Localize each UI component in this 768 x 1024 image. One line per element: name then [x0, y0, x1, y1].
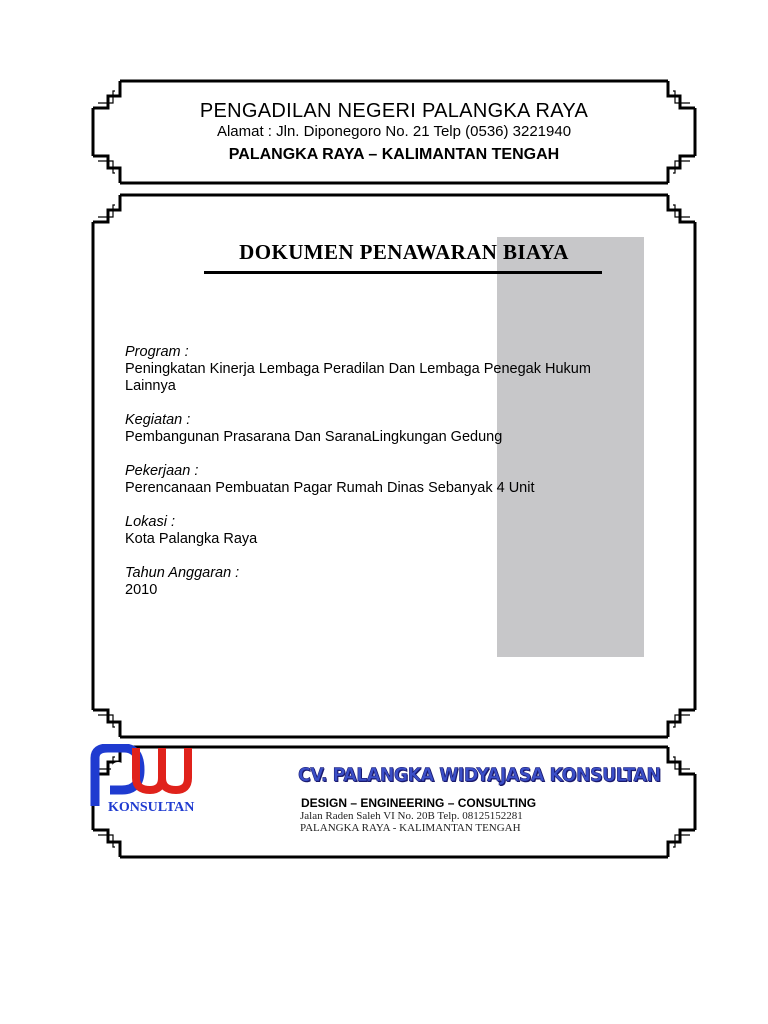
court-city: PALANGKA RAYA – KALIMANTAN TENGAH [228, 146, 560, 163]
field-value: Kota Palangka Raya [125, 531, 258, 547]
document-fields [125, 344, 645, 616]
title-underline [204, 271, 602, 274]
company-tagline: DESIGN – ENGINEERING – CONSULTING [301, 796, 537, 810]
court-name: PENGADILAN NEGERI PALANGKA RAYA [199, 100, 589, 122]
field-program [125, 344, 645, 395]
field-label: Kegiatan : [125, 412, 191, 428]
header-box [90, 78, 698, 186]
company-logo [90, 744, 205, 814]
field-kegiatan [125, 412, 645, 446]
court-address: Alamat : Jln. Diponegoro No. 21 Telp (0536) 3221940 [216, 123, 572, 140]
field-tahun-anggaran [125, 565, 645, 599]
field-lokasi [125, 514, 645, 548]
field-label: Pekerjaan : [125, 463, 199, 479]
field-label: Lokasi : [125, 514, 175, 530]
company-name: CV. PALANGKA WIDYAJASA KONSULTAN [298, 764, 661, 786]
field-label: Program : [125, 344, 189, 360]
company-city: PALANGKA RAYA - KALIMANTAN TENGAH [300, 822, 521, 834]
document-title: DOKUMEN PENAWARAN BIAYA [239, 240, 569, 264]
field-label: Tahun Anggaran : [125, 565, 240, 581]
document-box [90, 192, 698, 740]
field-pekerjaan [125, 463, 645, 497]
company-address: Jalan Raden Saleh VI No. 20B Telp. 08125152281 [300, 810, 523, 822]
field-value: 2010 [125, 582, 158, 598]
field-value: Perencanaan Pembuatan Pagar Rumah Dinas Sebanyak 4 Unit [125, 480, 535, 496]
logo-text: KONSULTAN [108, 800, 195, 814]
field-value: Pembangunan Prasarana Dan SaranaLingkungan Gedung [125, 429, 503, 445]
company-box [90, 744, 698, 860]
field-value: Peningkatan Kinerja Lembaga Peradilan Dan Lembaga Penegak Hukum Lainnya [125, 361, 591, 394]
